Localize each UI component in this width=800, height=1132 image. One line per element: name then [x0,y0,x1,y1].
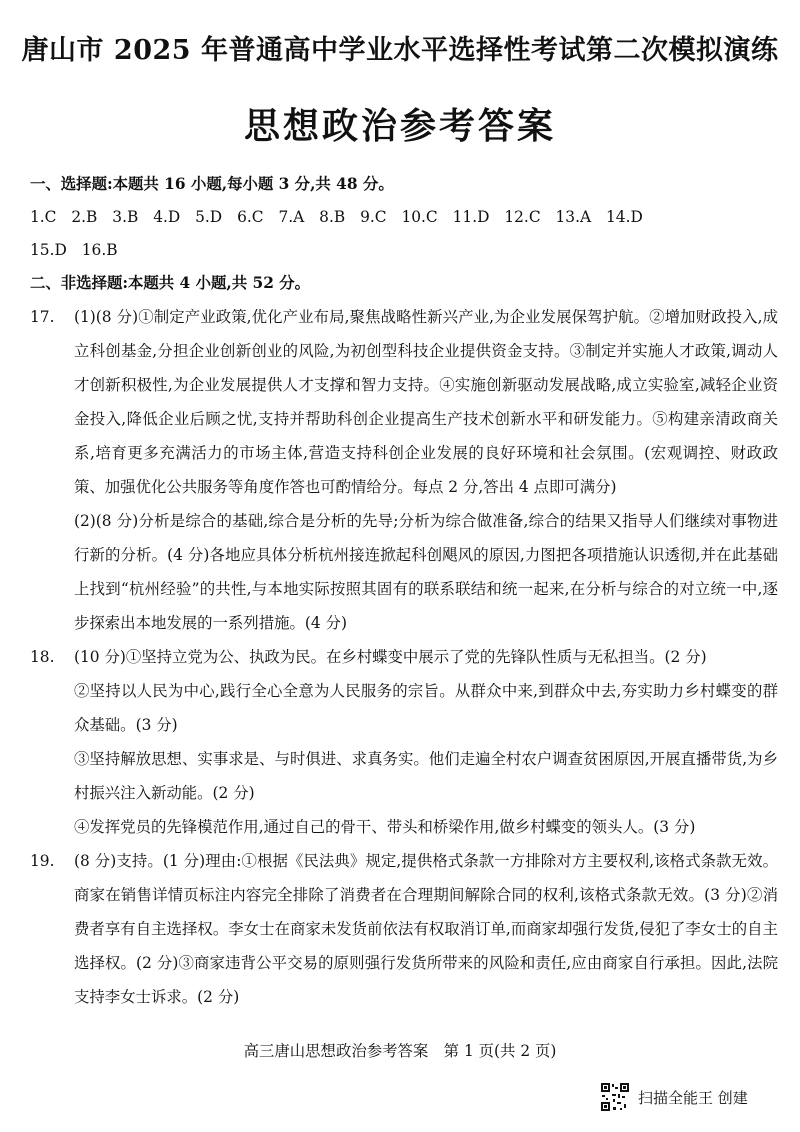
question-19-answer: (8 分)支持。(1 分)理由:①根据《民法典》规定,提供格式条款一方排除对方主要权利,该格式条款无效。商家在销售详情页标注内容完全排除了消费者在合理期间解除合同的权利,该格式条款无效。(3 分)②消费者享有自主选择权。李女士在商家未发货前依法有权取消订单,而商家却强行发货,侵犯了李女士的自主选择权。(2 分)③商家违背公平交易的原则强行发货所带来的风险和责任,应由商家自行承担。因此,法院支持李女士诉求。(2 分) [74,852,778,1006]
question-17 [30,300,778,640]
choice-answer: 8.B [319,208,346,226]
question-18-point-3: ③坚持解放思想、实事求是、与时俱进、求真务实。他们走遍全村农户调查贫困原因,开展直播带货,为乡村振兴注入新动能。(2 分) [74,750,778,802]
choice-answer: 7.A [278,208,305,226]
choice-answers-row-1 [30,201,778,234]
question-18-point-1: (10 分)①坚持立党为公、执政为民。在乡村蝶变中展示了党的先锋队性质与无私担当。(2 分) [74,648,707,666]
choice-answers-row-2 [30,234,778,267]
choice-answer: 9.C [360,208,387,226]
choice-answer: 1.C [30,208,57,226]
choice-answer: 10.C [401,208,438,226]
choice-answer: 12.C [504,208,541,226]
choice-answer: 6.C [237,208,264,226]
choice-answer: 14.D [606,208,643,226]
choice-answer: 4.D [153,208,181,226]
section-open-questions-heading: 二、非选择题:本题共 4 小题,共 52 分。 [30,274,311,292]
choice-answer: 2.B [71,208,98,226]
question-19 [30,844,778,1014]
choice-answer: 15.D [30,241,67,259]
question-18-point-2: ②坚持以人民为中心,践行全心全意为人民服务的宗旨。从群众中来,到群众中去,夯实助力乡村蝶变的群众基础。(3 分) [74,682,778,734]
question-number: 19. [30,852,55,870]
watermark-text: 扫描全能王 创建 [638,1088,748,1107]
question-18 [30,640,778,844]
question-17-part-2: (2)(8 分)分析是综合的基础,综合是分析的先导;分析为综合做准备,综合的结果又指导人们继续对事物进行新的分析。(4 分)各地应具体分析杭州接连掀起科创飓风的原因,力图把各项措施认识透彻,并在此基础上找到“杭州经验”的共性,与本地实际按照其固有的联系联结和统一起来,在分析与综合的对立统一中,逐步探索出本地发展的一系列措施。(4 分) [74,512,778,632]
choice-answer: 13.A [555,208,592,226]
subject-title: 思想政治参考答案 [243,105,556,147]
question-17-part-1: (1)(8 分)①制定产业政策,优化产业布局,聚焦战略性新兴产业,为企业发展保驾护航。②增加财政投入,成立科创基金,分担企业创新创业的风险,为初创型科技企业提供资金支持。③制定并实施人才政策,调动人才创新积极性,为企业发展提供人才支撑和智力支持。④实施创新驱动发展战略,成立实验室,减轻企业资金投入,降低企业后顾之忧,支持并帮助科创企业提高生产技术创新水平和研发能力。⑤构建亲清政商关系,培育更多充满活力的市场主体,营造支持科创企业发展的良好环境和社会氛围。(宏观调控、财政政策、加强优化公共服务等角度作答也可酌情给分。每点 2 分,答出 4 点即可满分) [74,308,778,496]
page-footer: 高三唐山思想政治参考答案 第 1 页(共 2 页) [243,1042,557,1060]
question-number: 18. [30,648,55,666]
question-number: 17. [30,308,55,326]
choice-answer: 5.D [195,208,223,226]
qr-code-icon [600,1082,630,1112]
answer-body [30,168,778,1014]
choice-answer: 11.D [452,208,490,226]
scanner-watermark [600,1082,748,1112]
question-18-point-4: ④发挥党员的先锋模范作用,通过自己的骨干、带头和桥梁作用,做乡村蝶变的领头人。(3 分) [74,818,696,836]
exam-title: 唐山市 2025 年普通高中学业水平选择性考试第二次模拟演练 [21,35,779,66]
choice-answer: 3.B [112,208,139,226]
choice-answer: 16.B [81,241,118,259]
section-multiple-choice-heading: 一、选择题:本题共 16 小题,每小题 3 分,共 48 分。 [30,175,394,193]
